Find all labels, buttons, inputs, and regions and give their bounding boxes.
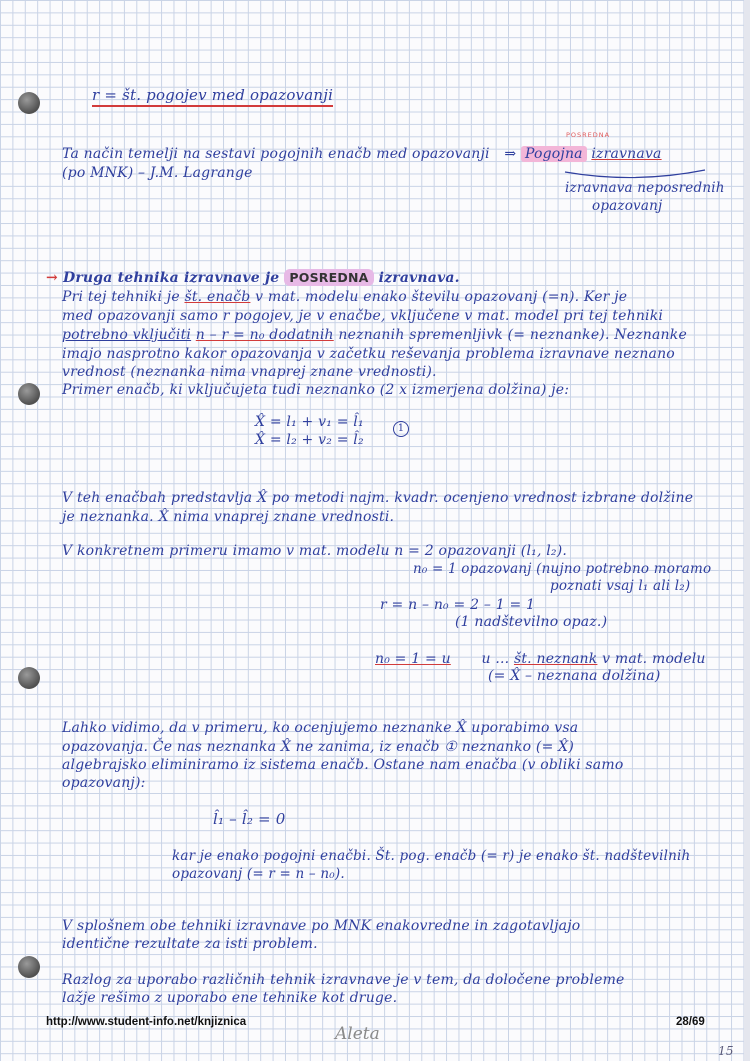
para5-line1: Lahko vidimo, da v primeru, ko ocenjujemo neznanke X̂ uporabimo vsa <box>62 720 579 736</box>
para7-line2: lažje rešimo z uporabo ene tehnike kot druge. <box>62 990 398 1006</box>
l1-a: Pri tej tehniki je <box>62 289 180 305</box>
l1-b: št. enačb <box>184 289 251 305</box>
l6-d: v mat. modelu <box>602 651 706 667</box>
para5-line6: opazovanj (= r = n – n₀). <box>172 866 345 882</box>
posredna-badge: POSREDNA <box>284 269 373 286</box>
bullet-arrow: → <box>46 270 58 286</box>
note-line1: izravnava neposrednih <box>565 180 725 196</box>
corner-number: 15 <box>718 1044 734 1058</box>
intro-text: Druga tehnika izravnave je <box>63 270 280 286</box>
equation-number: 1 <box>393 421 409 437</box>
page-edge <box>744 0 750 1061</box>
para7-line1: Razlog za uporabo različnih tehnik izravnave je v tem, da določene probleme <box>62 972 625 988</box>
section2-line4: imajo nasprotno kakor opazovanja v začetku reševanja problema izravnave neznano <box>62 346 675 362</box>
para1-text: Ta način temelji na sestavi pogojnih enačb med opazovanji <box>62 146 490 162</box>
para4-line3: poznati vsaj l₁ ali l₂) <box>550 578 691 594</box>
para5-equation: l̂₁ – l̂₂ = 0 <box>213 810 286 828</box>
para5-line3: algebrajsko eliminiramo iz sistema enačb. Ostane nam enačba (v obliki samo <box>62 757 624 773</box>
small-label: POSREDNA <box>566 131 611 139</box>
para6-line1: V splošnem obe tehniki izravnave po MNK enakovredne in zagotavljajo <box>62 918 581 934</box>
para3-line1: V teh enačbah predstavlja X̂ po metodi najm. kvadr. ocenjeno vrednost izbrane dolžine <box>62 490 694 506</box>
para4-line7: (= X̂ – neznana dolžina) <box>488 668 661 684</box>
para3-line2: je neznanka. X̂ nima vnaprej znane vrednosti. <box>62 509 395 525</box>
intro-end: izravnava. <box>378 270 460 286</box>
l3-c: neznanih spremenljivk (= neznanke). Neznanke <box>338 327 687 343</box>
para1-line1 <box>62 146 662 162</box>
section2-line2: med opazovanji samo r pogojev, je v enačbe, vključene v mat. model pri tej tehniki <box>62 308 664 324</box>
para5-line2: opazovanja. Če nas neznanka X̂ ne zanima, iz enačb ① neznanko (= X̂) <box>62 739 574 755</box>
binder-hole <box>18 383 40 405</box>
equation-1a: X̂ = l₁ + v₁ = l̂₁ <box>255 414 364 430</box>
l3-a: potrebno vključiti <box>62 327 192 343</box>
binder-hole <box>18 92 40 114</box>
section2-line1 <box>62 289 627 305</box>
para6-line2: identične rezultate za isti problem. <box>62 936 318 952</box>
equation-1b: X̂ = l₂ + v₂ = l̂₂ <box>255 432 364 448</box>
highlight-rest: izravnava <box>591 146 662 162</box>
footer-page: 28/69 <box>676 1016 705 1028</box>
binder-hole <box>18 667 40 689</box>
highlight-pogojna: Pogojna <box>521 146 587 162</box>
l6-c: št. neznank <box>513 651 598 667</box>
section2-intro <box>46 270 460 286</box>
section2-line6: Primer enačb, ki vključujeta tudi neznanko (2 x izmerjena dolžina) je: <box>62 382 570 398</box>
l6-b: u ... <box>481 651 510 667</box>
l6-a: n₀ = 1 = u <box>375 651 451 667</box>
section2-line3 <box>62 327 687 343</box>
note-line2: opazovanj <box>592 198 663 214</box>
binder-hole <box>18 956 40 978</box>
para5-line5: kar je enako pogojni enačbi. Št. pog. enačb (= r) je enako št. nadštevilnih <box>172 848 691 864</box>
para5-line4: opazovanj): <box>62 775 146 791</box>
para4-line2: n₀ = 1 opazovanj (nujno potrebno moramo <box>413 561 712 577</box>
l1-c: v mat. modelu enako številu opazovanj (=n). Ker je <box>255 289 628 305</box>
heading: r = št. pogojev med opazovanji <box>92 86 333 107</box>
arrow: ⇒ <box>504 146 517 162</box>
para4-line5: (1 nadštevilno opaz.) <box>455 614 608 630</box>
footer-url[interactable]: http://www.student-info.net/knjiznica <box>46 1016 247 1028</box>
section2-line5: vrednost (neznanka nima vnaprej znane vrednosti). <box>62 364 437 380</box>
para4-line4: r = n – n₀ = 2 – 1 = 1 <box>380 597 536 613</box>
para4-line6 <box>375 651 706 667</box>
signature: Aleta <box>335 1024 380 1044</box>
l3-b: n – r = n₀ dodatnih <box>195 327 334 343</box>
para4-line1: V konkretnem primeru imamo v mat. modelu n = 2 opazovanji (l₁, l₂). <box>62 543 568 559</box>
para1-line2: (po MNK) – J.M. Lagrange <box>62 165 253 181</box>
